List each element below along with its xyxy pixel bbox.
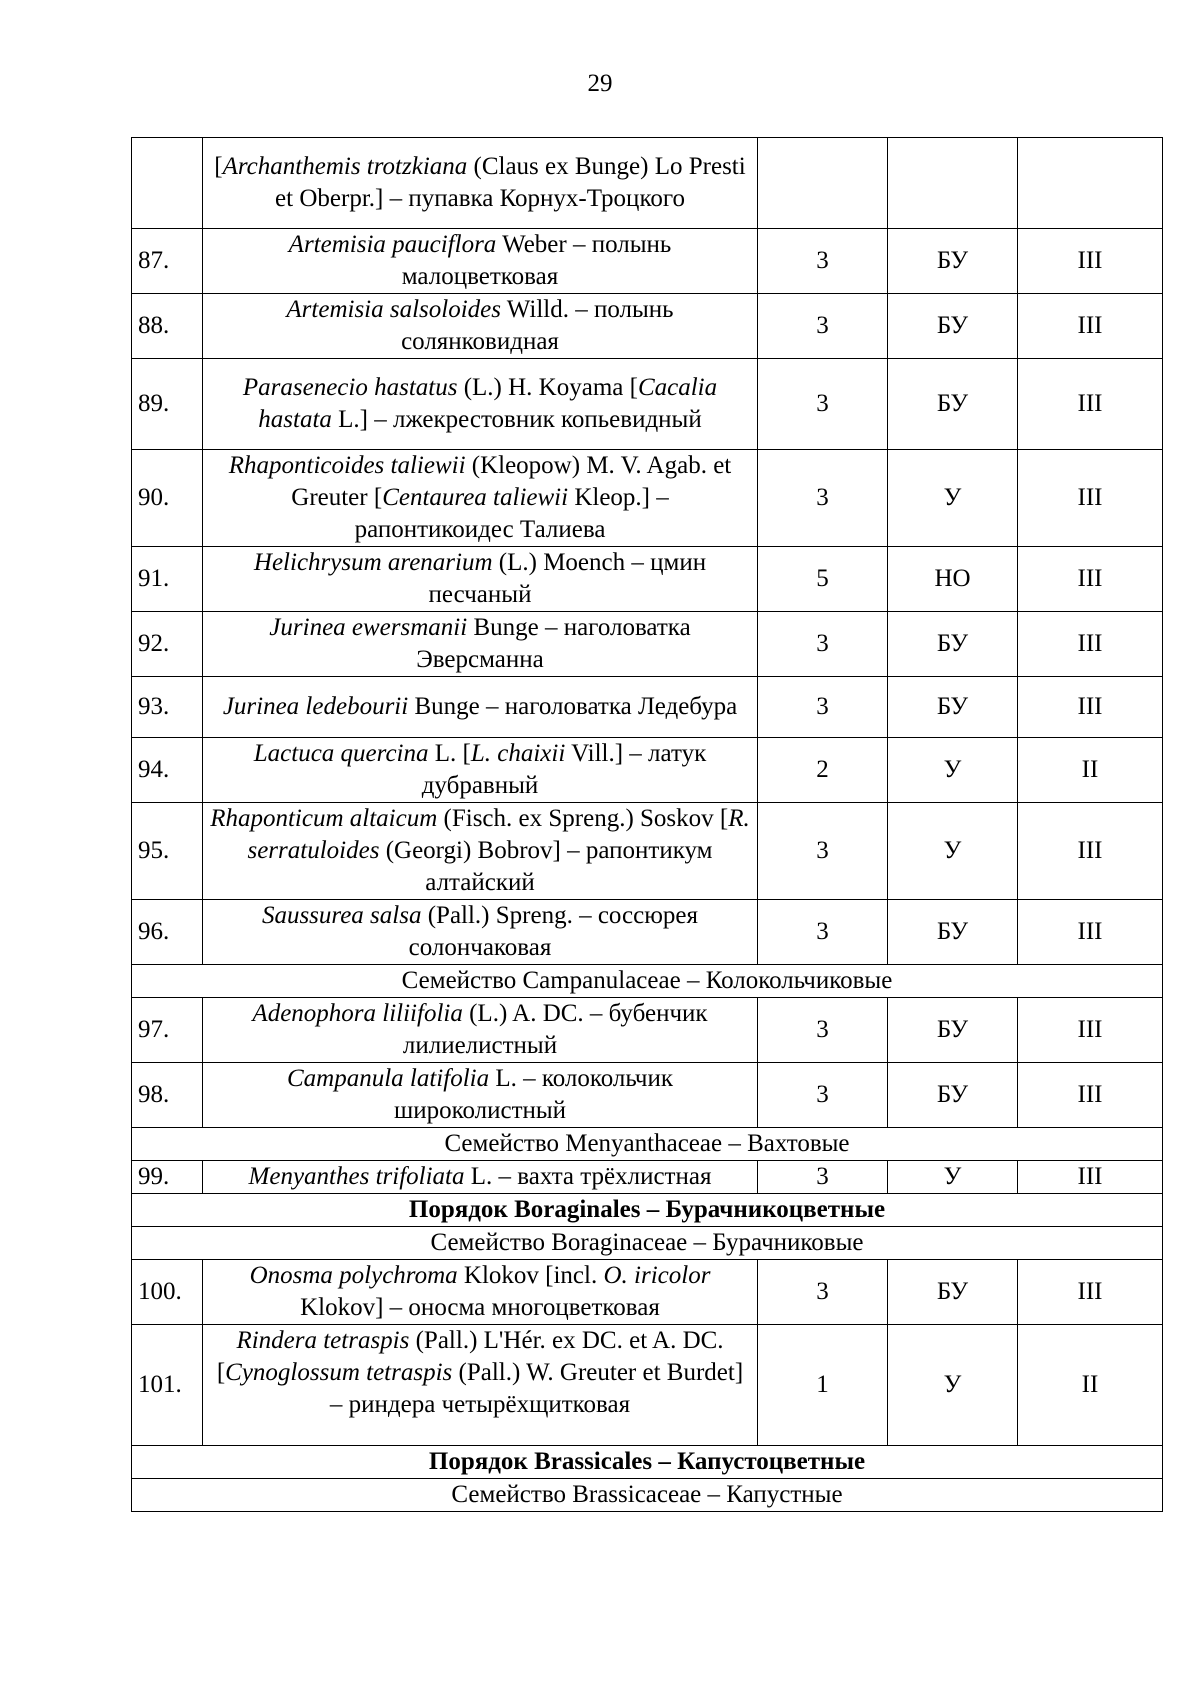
- row-number: 87.: [132, 229, 203, 294]
- priority-cell: [1018, 138, 1163, 229]
- latin-name: Archanthemis trotzkiana: [222, 153, 468, 180]
- category-cell: 3: [758, 1260, 888, 1325]
- row-number: 95.: [132, 803, 203, 900]
- table-row: [132, 547, 1163, 612]
- family-header-row: [132, 1227, 1163, 1260]
- latin-name: Artemisia salsoloides: [286, 296, 501, 323]
- row-number: 100.: [132, 1260, 203, 1325]
- latin-name: Parasenecio hastatus: [242, 374, 458, 401]
- name-text: Klokov] – оносма многоцветковая: [300, 1294, 660, 1321]
- category-cell: 2: [758, 738, 888, 803]
- priority-cell: II: [1018, 738, 1163, 803]
- species-name: [203, 803, 758, 900]
- name-text: Klokov [incl.: [457, 1262, 604, 1289]
- latin-name: Menyanthes trifoliata: [248, 1163, 465, 1190]
- status-cell: У: [888, 1161, 1018, 1194]
- priority-cell: III: [1018, 547, 1163, 612]
- family-title: Семейство Brassicaceae – Капустные: [132, 1479, 1163, 1512]
- order-title: Порядок Brassicales – Капустоцветные: [132, 1446, 1163, 1479]
- name-text: (L.) H. Koyama [: [457, 374, 638, 401]
- family-title: Семейство Campanulaceae – Колокольчиковые: [132, 965, 1163, 998]
- name-text: (L.) A. DC. – бубенчик лилиелистный: [402, 1000, 708, 1059]
- table-row: [132, 229, 1163, 294]
- row-number: 97.: [132, 998, 203, 1063]
- row-number: 93.: [132, 677, 203, 738]
- latin-name: Rhaponticoides taliewii: [228, 452, 466, 479]
- priority-cell: III: [1018, 803, 1163, 900]
- family-header-row: [132, 1128, 1163, 1161]
- species-name: [203, 1325, 758, 1446]
- status-cell: БУ: [888, 294, 1018, 359]
- order-title: Порядок Boraginales – Бурачникоцветные: [132, 1194, 1163, 1227]
- row-number: 94.: [132, 738, 203, 803]
- status-cell: У: [888, 1325, 1018, 1446]
- name-text: L. [: [428, 740, 471, 767]
- name-text: Willd. – полынь солянковидная: [401, 296, 674, 355]
- table-row: [132, 803, 1163, 900]
- table-row: [132, 294, 1163, 359]
- name-text: (Fisch. ex Spreng.) Soskov [: [437, 805, 729, 832]
- latin-name: O. iricolor: [603, 1262, 711, 1289]
- priority-cell: II: [1018, 1325, 1163, 1446]
- name-text: [: [214, 153, 223, 180]
- species-name: [203, 900, 758, 965]
- priority-cell: III: [1018, 1063, 1163, 1128]
- name-text: (Pall.) W. Greuter et Burdet] – риндера четырёхщитковая: [329, 1359, 744, 1418]
- name-text: (Pall.) L'Hér. ex DC. et A. DC. [: [216, 1327, 724, 1386]
- species-name: [203, 998, 758, 1063]
- table-row: [132, 359, 1163, 450]
- row-number: [132, 138, 203, 229]
- category-cell: [758, 138, 888, 229]
- row-number: 101.: [132, 1325, 203, 1446]
- family-header-row: [132, 965, 1163, 998]
- status-cell: У: [888, 803, 1018, 900]
- status-cell: У: [888, 738, 1018, 803]
- order-header-row: [132, 1446, 1163, 1479]
- name-text: Bunge – наголоватка Ледебура: [408, 693, 738, 720]
- latin-name: Rhaponticum altaicum: [210, 805, 438, 832]
- latin-name: Artemisia pauciflora: [288, 231, 497, 258]
- table-row: [132, 612, 1163, 677]
- status-cell: БУ: [888, 677, 1018, 738]
- page-number: 29: [587, 70, 613, 97]
- latin-name: Cacalia hastata: [258, 374, 718, 433]
- status-cell: БУ: [888, 359, 1018, 450]
- species-name: [203, 294, 758, 359]
- table-row: [132, 1161, 1163, 1194]
- row-number: 98.: [132, 1063, 203, 1128]
- category-cell: 1: [758, 1325, 888, 1446]
- latin-name: R. serratuloides: [247, 805, 750, 864]
- family-title: Семейство Boraginaceae – Бурачниковые: [132, 1227, 1163, 1260]
- latin-name: Lactuca quercina: [253, 740, 429, 767]
- row-number: 99.: [132, 1161, 203, 1194]
- category-cell: 5: [758, 547, 888, 612]
- name-text: L.] – лжекрестовник копьевидный: [331, 406, 702, 433]
- name-text: (Georgi) Bobrov] – рапонтикум алтайский: [379, 837, 713, 896]
- status-cell: БУ: [888, 1260, 1018, 1325]
- category-cell: 3: [758, 900, 888, 965]
- order-header-row: [132, 1194, 1163, 1227]
- latin-name: Centaurea taliewii: [382, 484, 569, 511]
- category-cell: 3: [758, 998, 888, 1063]
- priority-cell: III: [1018, 998, 1163, 1063]
- name-text: L. – вахта трёхлистная: [464, 1163, 712, 1190]
- category-cell: 3: [758, 1161, 888, 1194]
- latin-name: Adenophora liliifolia: [252, 1000, 463, 1027]
- species-name: [203, 450, 758, 547]
- priority-cell: III: [1018, 1260, 1163, 1325]
- row-number: 92.: [132, 612, 203, 677]
- table-row: [132, 998, 1163, 1063]
- name-text: Weber – полынь малоцветковая: [401, 231, 672, 290]
- priority-cell: III: [1018, 612, 1163, 677]
- family-header-row: [132, 1479, 1163, 1512]
- table-row: [132, 738, 1163, 803]
- status-cell: [888, 138, 1018, 229]
- species-name: [203, 1260, 758, 1325]
- row-number: 91.: [132, 547, 203, 612]
- table-row: [132, 450, 1163, 547]
- latin-name: Campanula latifolia: [286, 1065, 490, 1092]
- species-name: [203, 677, 758, 738]
- table-row: [132, 1260, 1163, 1325]
- species-name: [203, 738, 758, 803]
- priority-cell: III: [1018, 229, 1163, 294]
- category-cell: 3: [758, 229, 888, 294]
- status-cell: БУ: [888, 1063, 1018, 1128]
- species-name: [203, 138, 758, 229]
- name-text: Kleop.] – рапонтикоидес Талиева: [354, 484, 669, 543]
- row-number: 89.: [132, 359, 203, 450]
- table-row: [132, 900, 1163, 965]
- status-cell: БУ: [888, 612, 1018, 677]
- status-cell: БУ: [888, 998, 1018, 1063]
- latin-name: Helichrysum arenarium: [253, 549, 493, 576]
- latin-name: L. chaixii: [470, 740, 566, 767]
- species-table: [131, 137, 1163, 1512]
- priority-cell: III: [1018, 294, 1163, 359]
- table-row: [132, 1063, 1163, 1128]
- latin-name: Cynoglossum tetraspis: [225, 1359, 453, 1386]
- priority-cell: III: [1018, 900, 1163, 965]
- family-title: Семейство Menyanthaceae – Вахтовые: [132, 1128, 1163, 1161]
- category-cell: 3: [758, 450, 888, 547]
- status-cell: У: [888, 450, 1018, 547]
- species-name: [203, 547, 758, 612]
- name-text: (Pall.) Spreng. – соссюрея солончаковая: [408, 902, 699, 961]
- name-text: Bunge – наголоватка Эверсманна: [416, 614, 691, 673]
- latin-name: Saussurea salsa: [261, 902, 422, 929]
- category-cell: 3: [758, 677, 888, 738]
- row-number: 88.: [132, 294, 203, 359]
- table-row: [132, 677, 1163, 738]
- category-cell: 3: [758, 1063, 888, 1128]
- priority-cell: III: [1018, 450, 1163, 547]
- species-name: [203, 612, 758, 677]
- species-name: [203, 1063, 758, 1128]
- latin-name: Jurinea ewersmanii: [269, 614, 468, 641]
- species-name: [203, 359, 758, 450]
- latin-name: Onosma polychroma: [249, 1262, 458, 1289]
- name-text: L. – колокольчик широколистный: [393, 1065, 674, 1124]
- category-cell: 3: [758, 294, 888, 359]
- name-text: Vill.] – латук дубравный: [421, 740, 707, 799]
- category-cell: 3: [758, 359, 888, 450]
- category-cell: 3: [758, 803, 888, 900]
- table-row: [132, 138, 1163, 229]
- species-name: [203, 229, 758, 294]
- name-text: (Claus ex Bunge) Lo Presti et Oberpr.] – пупавка Корнух-Троцкого: [275, 153, 746, 212]
- status-cell: НО: [888, 547, 1018, 612]
- species-table-body: [132, 138, 1163, 1512]
- row-number: 96.: [132, 900, 203, 965]
- category-cell: 3: [758, 612, 888, 677]
- latin-name: Jurinea ledebourii: [222, 693, 409, 720]
- status-cell: БУ: [888, 900, 1018, 965]
- priority-cell: III: [1018, 1161, 1163, 1194]
- priority-cell: III: [1018, 359, 1163, 450]
- name-text: (L.) Moench – цмин песчаный: [428, 549, 707, 608]
- species-name: [203, 1161, 758, 1194]
- latin-name: Rindera tetraspis: [236, 1327, 410, 1354]
- status-cell: БУ: [888, 229, 1018, 294]
- row-number: 90.: [132, 450, 203, 547]
- name-text: (Kleopow) M. V. Agab. et Greuter [: [291, 452, 732, 511]
- priority-cell: III: [1018, 677, 1163, 738]
- table-row: [132, 1325, 1163, 1446]
